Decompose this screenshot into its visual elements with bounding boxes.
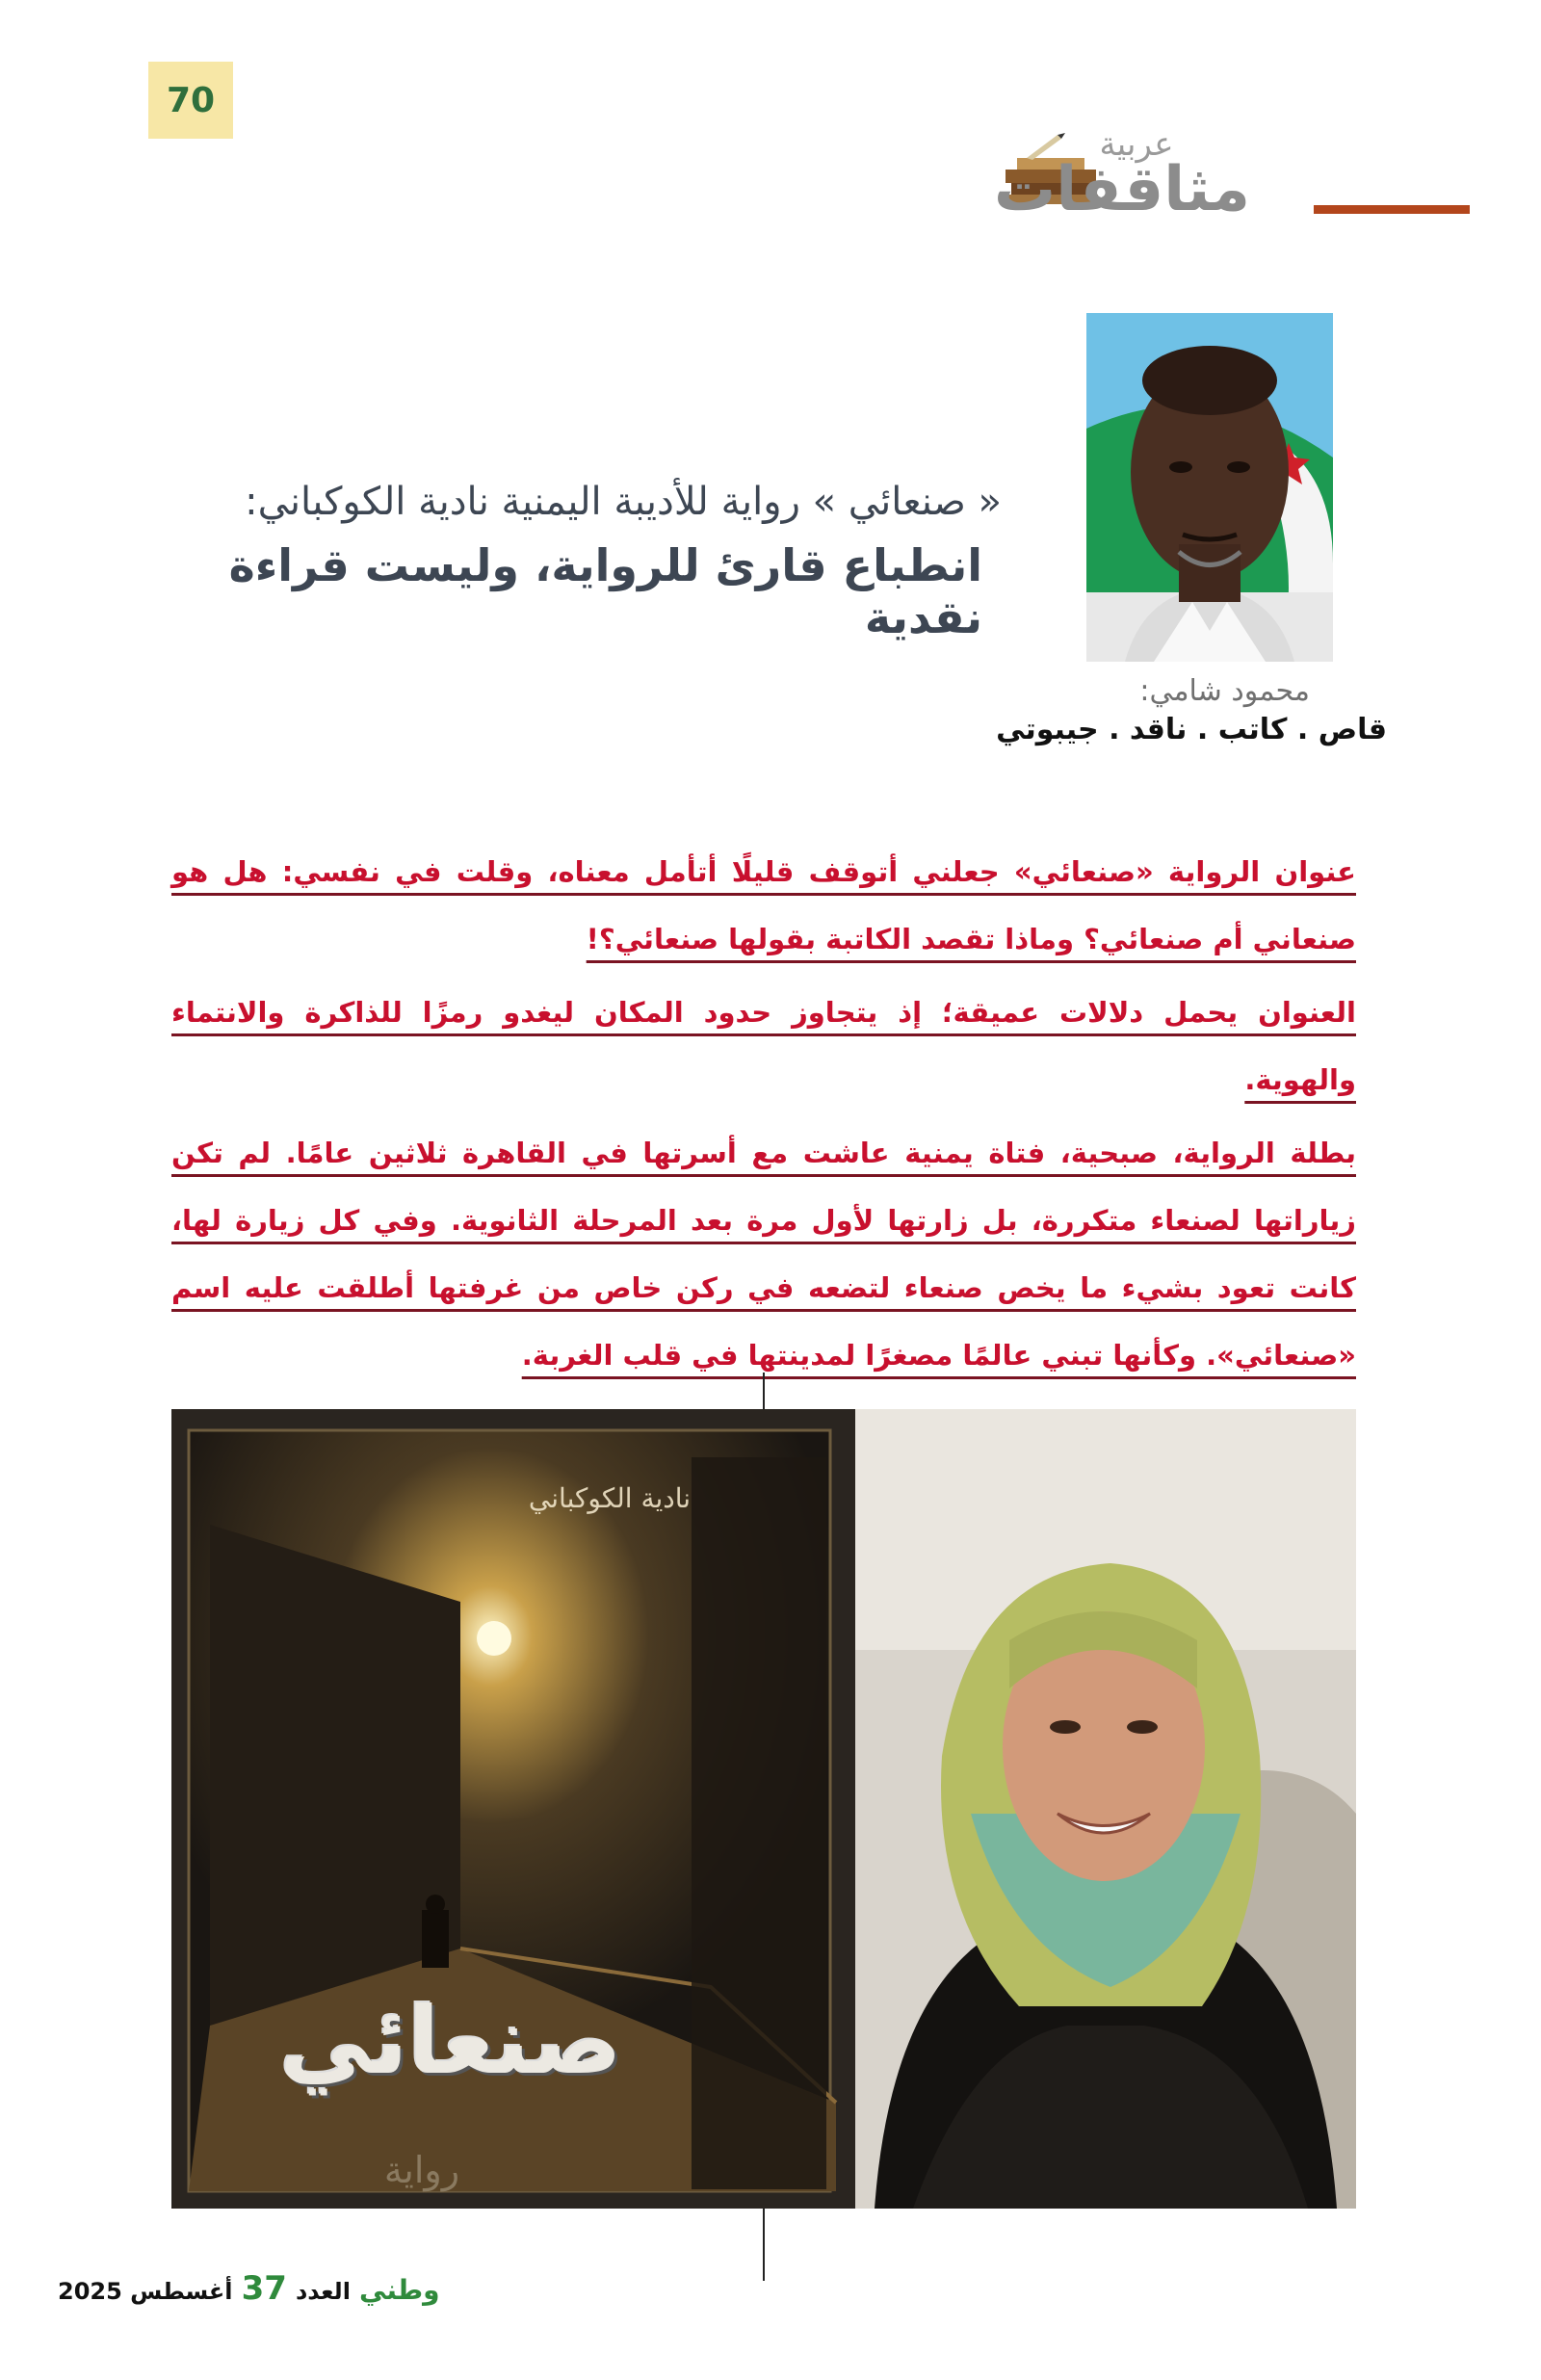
footer-issue-number: 37 — [241, 2269, 287, 2308]
column-divider-top — [763, 1373, 765, 1411]
footer-magazine: وطني — [358, 2274, 440, 2306]
body-paragraph — [171, 979, 1356, 1113]
footer-issue-label: العدد — [295, 2278, 351, 2305]
page-number: 70 — [148, 62, 233, 139]
cover-author: نادية الكوكباني — [528, 1482, 692, 1514]
author-role: قاص . كاتب . ناقد . جيبوتي — [996, 713, 1387, 746]
article-body — [171, 838, 1356, 1395]
article-title-line2: انطباع قارئ للرواية، وليست قراءة نقدية — [228, 539, 982, 643]
author-photo — [1086, 313, 1333, 662]
section-title: مثاقفات — [993, 154, 1251, 225]
book-cover — [171, 1409, 855, 2209]
body-paragraph-text: عنوان الرواية «صنعائي» جعلني أتوقف قليلًا أتأمل معناه، وقلت في نفسي: هل هو صنعاني أم صنعائي؟ وماذا تقصد الكاتبة بقولها صنعائي؟! — [171, 855, 1356, 955]
photo-block — [171, 1409, 1356, 2209]
section-subtitle: عربية — [1099, 125, 1174, 164]
author-name: محمود شامي: — [1139, 674, 1310, 708]
body-paragraph-text: بطلة الرواية، صبحية، فتاة يمنية عاشت مع أسرتها في القاهرة ثلاثين عامًا. لم تكن زياراتها لصنعاء متكررة، بل زارتها لأول مرة بعد المرحلة الثانوية. وفي كل زيارة لها، كانت تعود بشيء ما يخص صنعاء لتضعه في ركن خاص من غرفتها أطلقت عليه اسم «صنعائي». وكأنها تبني عالمًا مصغرًا لمدينتها في قلب الغربة. — [171, 1137, 1356, 1372]
novelist-photo — [855, 1409, 1356, 2209]
footer-date: أغسطس 2025 — [58, 2278, 233, 2305]
cover-genre: رواية — [383, 2149, 460, 2191]
article-title-line1: « صنعائي » رواية للأديبة اليمنية نادية الكوكباني: — [245, 480, 1002, 524]
body-paragraph-text: العنوان يحمل دلالات عميقة؛ إذ يتجاوز حدود المكان ليغدو رمزًا للذاكرة والانتماء والهوية. — [171, 996, 1356, 1096]
column-divider-bottom — [763, 2206, 765, 2281]
section-rule — [1314, 205, 1470, 214]
body-paragraph — [171, 838, 1356, 973]
cover-title: صنعائي — [279, 1987, 622, 2095]
body-paragraph — [171, 1119, 1356, 1389]
footer — [58, 2269, 443, 2308]
